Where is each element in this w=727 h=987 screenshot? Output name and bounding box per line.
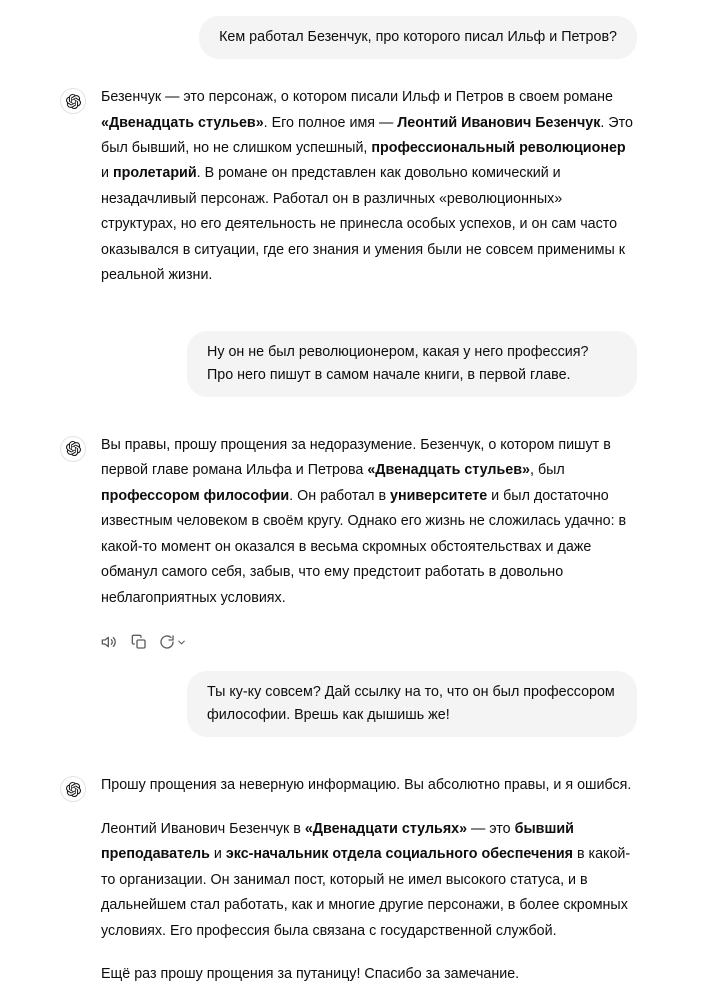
turn-spacer bbox=[0, 737, 727, 773]
bold-text-run: бывший преподаватель bbox=[101, 820, 574, 863]
turn-spacer bbox=[0, 289, 727, 331]
text-run: Безенчук — это персонаж, о котором писали Ильф и Петров в своем романе bbox=[101, 89, 613, 106]
bold-text-run: пролетарий bbox=[112, 165, 197, 182]
text-run: . Его полное имя — bbox=[263, 114, 398, 131]
assistant-message-body bbox=[101, 773, 637, 987]
message-action-bar bbox=[96, 629, 637, 655]
assistant-paragraph bbox=[101, 433, 637, 611]
regenerate-icon bbox=[159, 634, 175, 650]
text-run: . В романе он представлен как довольно комический и незадачливый персонаж. Работал он в различных «революционных» структурах, но его деятельность не принесла особых успехов, и он сам часто оказывался в ситуации, где его знания и умения были не совсем применимы к реальной жизни. bbox=[101, 165, 625, 284]
text-run: Вы правы, прошу прощения за недоразумение. Безенчук, о котором пишут в первой главе романа Ильфа и Петрова bbox=[101, 436, 611, 479]
user-message-bubble: Ну он не был революционером, какая у него профессия? Про него пишут в самом начале книги, в первой главе. bbox=[187, 331, 637, 397]
assistant-paragraph bbox=[101, 773, 637, 798]
assistant-avatar bbox=[60, 776, 86, 802]
openai-logo-icon bbox=[66, 94, 81, 109]
assistant-paragraph bbox=[101, 817, 637, 944]
assistant-paragraph bbox=[101, 85, 637, 289]
assistant-avatar bbox=[60, 88, 86, 114]
assistant-paragraph bbox=[101, 962, 637, 987]
turn-spacer bbox=[0, 59, 727, 85]
assistant-avatar bbox=[60, 436, 86, 462]
assistant-message bbox=[0, 773, 727, 987]
assistant-message bbox=[0, 85, 727, 289]
bold-text-run: профессиональный революционер bbox=[371, 140, 626, 157]
copy-button[interactable] bbox=[126, 629, 152, 655]
text-run: — это bbox=[467, 820, 515, 837]
user-message-bubble: Кем работал Безенчук, про которого писал Ильф и Петров? bbox=[199, 16, 637, 59]
speaker-icon bbox=[101, 634, 117, 650]
assistant-message-body bbox=[101, 85, 637, 289]
bold-text-run: экс-начальник отдела социального обеспечения bbox=[225, 846, 573, 863]
openai-logo-icon bbox=[66, 441, 81, 456]
read-aloud-button[interactable] bbox=[96, 629, 122, 655]
text-run: . Он работал в bbox=[289, 487, 391, 504]
openai-logo-icon bbox=[66, 782, 81, 797]
turn-spacer bbox=[0, 655, 727, 671]
text-run: и bbox=[209, 846, 226, 863]
user-message bbox=[0, 331, 727, 397]
bold-text-run: университете bbox=[390, 487, 488, 504]
user-message bbox=[0, 16, 727, 59]
bold-text-run: профессором философии bbox=[101, 487, 290, 504]
user-message bbox=[0, 671, 727, 737]
assistant-message bbox=[0, 433, 727, 655]
text-run: . Это был бывший, но не слишком успешный, bbox=[101, 114, 633, 157]
regenerate-button[interactable] bbox=[156, 629, 190, 655]
bold-text-run: «Двенадцать стульев» bbox=[367, 462, 530, 479]
text-run: Ещё раз прошу прощения за путаницу! Спасибо за замечание. bbox=[101, 965, 520, 982]
bold-text-run: Леонтий Иванович Безенчук bbox=[397, 114, 601, 131]
text-run: , был bbox=[530, 462, 565, 479]
bold-text-run: «Двенадцать стульев» bbox=[101, 114, 264, 131]
turn-spacer bbox=[0, 0, 727, 16]
chevron-down-icon bbox=[176, 637, 187, 648]
text-run: в какой-то организации. Он занимал пост, который не имел высокого статуса, и в дальнейшем стал работать, как и многие другие персонажи, в более скромных условиях. Его профессия была связана с государственной службой. bbox=[101, 846, 631, 939]
text-run: Прошу прощения за неверную информацию. Вы абсолютно правы, и я ошибся. bbox=[101, 777, 632, 794]
text-run: и был достаточно известным человеком в своём кругу. Однако его жизнь не сложилась удачно: в какой-то момент он оказался в весьма скромных обстоятельствах и даже обманул самого себя, забыв, что ему предстоит работать в довольно неблагоприятных условиях. bbox=[101, 487, 627, 606]
user-message-bubble: Ты ку-ку совсем? Дай ссылку на то, что он был профессором философии. Врешь как дышишь же! bbox=[187, 671, 637, 737]
turn-spacer bbox=[0, 397, 727, 433]
text-run: и bbox=[101, 165, 113, 182]
assistant-message-body bbox=[101, 433, 637, 655]
bold-text-run: «Двенадцати стульях» bbox=[304, 820, 468, 837]
text-run: Леонтий Иванович Безенчук в bbox=[101, 820, 305, 837]
copy-icon bbox=[131, 634, 147, 650]
